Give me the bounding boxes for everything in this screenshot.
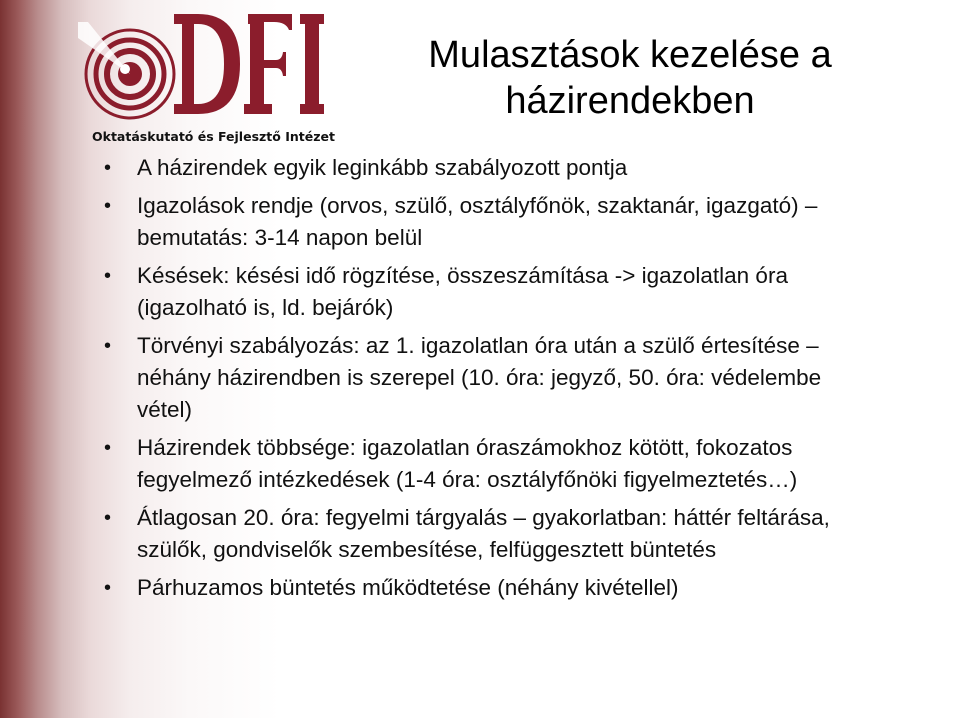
bullet-text: Késések: késési idő rögzítése, összeszámítása -> igazolatlan óra (igazolható is, ld. bejárók) bbox=[137, 263, 788, 320]
ofi-spiral-logo-icon bbox=[78, 8, 328, 126]
bullet-text: Törvényi szabályozás: az 1. igazolatlan óra után a szülő értesítése – néhány házirendben is szerepel (10. óra: jegyző, 50. óra: védelembe vétel) bbox=[137, 333, 822, 422]
bullet-text: Igazolások rendje (orvos, szülő, osztályfőnök, szaktanár, igazgató) – bemutatás: 3-14 napon belül bbox=[137, 193, 818, 250]
bullet-text: Házirendek többsége: igazolatlan óraszámokhoz kötött, fokozatos fegyelmező intézkedések (1-4 óra: osztályfőnöki figyelmeztetés…) bbox=[137, 435, 798, 492]
bullet-icon: • bbox=[104, 507, 112, 529]
bullet-icon: • bbox=[104, 195, 112, 217]
list-item bbox=[104, 572, 864, 604]
bullet-icon: • bbox=[104, 157, 112, 179]
bullet-icon: • bbox=[104, 335, 112, 357]
bullet-icon: • bbox=[104, 265, 112, 287]
list-item bbox=[104, 502, 864, 566]
list-item bbox=[104, 152, 864, 184]
bullet-text: A házirendek egyik leginkább szabályozott pontja bbox=[137, 155, 628, 180]
page-title bbox=[380, 32, 880, 124]
bullet-icon: • bbox=[104, 437, 112, 459]
list-item bbox=[104, 190, 864, 254]
bullet-text: Párhuzamos büntetés működtetése (néhány kivétellel) bbox=[137, 575, 679, 600]
list-item bbox=[104, 260, 864, 324]
logo bbox=[78, 8, 335, 144]
bullet-icon: • bbox=[104, 577, 112, 599]
logo-caption: Oktatáskutató és Fejlesztő Intézet bbox=[92, 129, 335, 144]
list-item bbox=[104, 432, 864, 496]
title-line-2: házirendekben bbox=[505, 80, 755, 122]
list-item bbox=[104, 330, 864, 426]
bullet-list bbox=[104, 152, 864, 610]
title-line-1: Mulasztások kezelése a bbox=[428, 34, 832, 76]
bullet-text: Átlagosan 20. óra: fegyelmi tárgyalás – gyakorlatban: háttér feltárása, szülők, gondviselők szembesítése, felfüggesztett büntetés bbox=[137, 505, 830, 562]
